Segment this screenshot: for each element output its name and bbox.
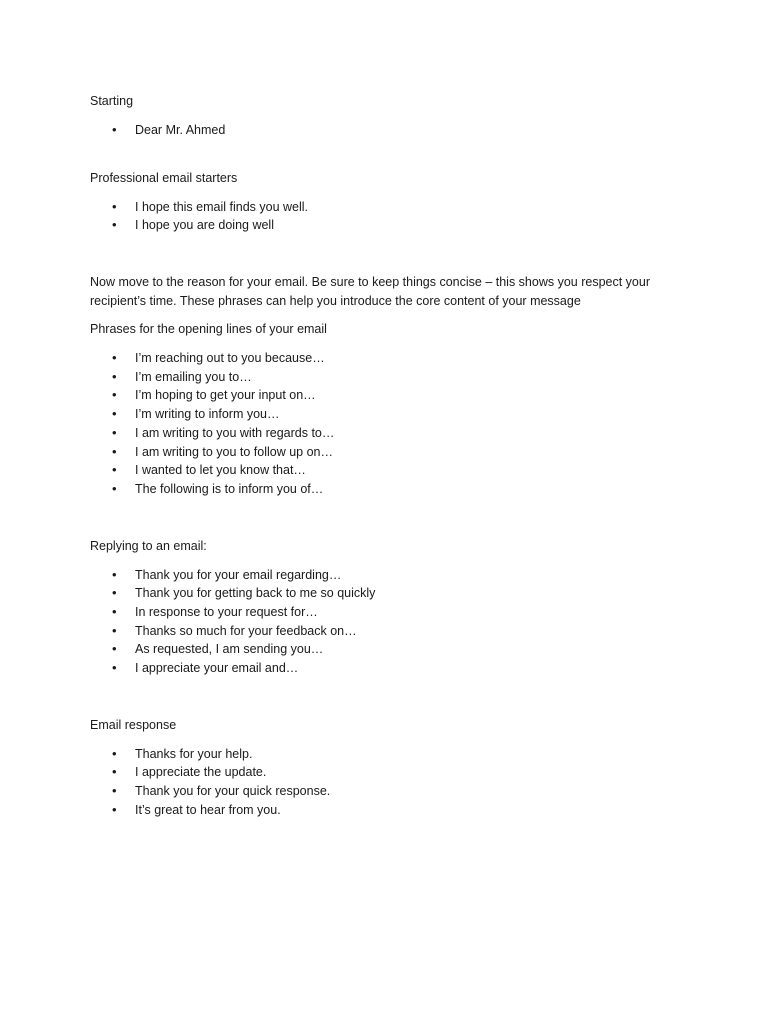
bullet-list bbox=[90, 566, 690, 678]
list-item: • In response to your request for… bbox=[90, 603, 690, 622]
section-heading: Replying to an email: bbox=[90, 538, 207, 553]
bullet-icon: • bbox=[112, 387, 117, 403]
section-heading: Email response bbox=[90, 717, 177, 732]
bullet-icon: • bbox=[112, 217, 117, 233]
bullet-list bbox=[90, 349, 690, 499]
list-item: • I’m hoping to get your input on… bbox=[90, 386, 690, 405]
list-item: • I wanted to let you know that… bbox=[90, 461, 690, 480]
list-item: • I hope this email finds you well. bbox=[90, 198, 690, 217]
section-heading: Phrases for the opening lines of your email bbox=[90, 322, 327, 337]
bullet-icon: • bbox=[112, 764, 117, 780]
section-body-paragraph bbox=[90, 273, 690, 311]
bullet-list bbox=[90, 121, 690, 140]
list-item: • Dear Mr. Ahmed bbox=[90, 121, 690, 140]
bullet-icon: • bbox=[112, 783, 117, 799]
section-heading: Professional email starters bbox=[90, 170, 238, 185]
bullet-list bbox=[90, 198, 690, 235]
list-item: • The following is to inform you of… bbox=[90, 480, 690, 499]
bullet-icon: • bbox=[112, 801, 117, 817]
list-item: • I appreciate the update. bbox=[90, 763, 690, 782]
list-item: • Thank you for your quick response. bbox=[90, 782, 690, 801]
section-email-response bbox=[90, 716, 690, 820]
bullet-icon: • bbox=[112, 641, 117, 657]
document-page bbox=[90, 92, 690, 819]
bullet-icon: • bbox=[112, 660, 117, 675]
bullet-icon: • bbox=[112, 198, 117, 214]
bullet-icon: • bbox=[112, 424, 117, 440]
section-starting bbox=[90, 92, 690, 140]
bullet-icon: • bbox=[112, 603, 117, 619]
list-item: • I’m reaching out to you because… bbox=[90, 349, 690, 368]
list-item: • Thanks for your help. bbox=[90, 745, 690, 764]
section-replying bbox=[90, 537, 690, 678]
bullet-icon: • bbox=[112, 585, 117, 601]
section-opening-phrases bbox=[90, 320, 690, 499]
list-item: • I am writing to you to follow up on… bbox=[90, 443, 690, 462]
bullet-icon: • bbox=[112, 406, 117, 422]
list-item: • Thanks so much for your feedback on… bbox=[90, 622, 690, 641]
bullet-icon: • bbox=[112, 350, 117, 366]
bullet-icon: • bbox=[112, 368, 117, 384]
section-professional-starters bbox=[90, 169, 690, 235]
bullet-icon: • bbox=[112, 745, 117, 761]
list-item: • I am writing to you with regards to… bbox=[90, 424, 690, 443]
body-paragraph: Now move to the reason for your email. Be sure to keep things concise – this shows you respect your recipient’s time. These phrases can help you introduce the core content of your message bbox=[90, 275, 650, 309]
list-item: • It’s great to hear from you. bbox=[90, 801, 690, 820]
list-item: • I appreciate your email and… bbox=[90, 659, 690, 678]
bullet-list bbox=[90, 745, 690, 820]
bullet-icon: • bbox=[112, 566, 117, 582]
list-item: • I’m emailing you to… bbox=[90, 368, 690, 387]
list-item: • I hope you are doing well bbox=[90, 216, 690, 235]
list-item: • As requested, I am sending you… bbox=[90, 640, 690, 659]
list-item: • Thank you for getting back to me so quickly bbox=[90, 584, 690, 603]
bullet-icon: • bbox=[112, 622, 117, 638]
section-heading: Starting bbox=[90, 94, 134, 108]
bullet-icon: • bbox=[112, 462, 117, 478]
bullet-icon: • bbox=[112, 122, 117, 137]
bullet-icon: • bbox=[112, 443, 117, 459]
list-item: • Thank you for your email regarding… bbox=[90, 566, 690, 585]
bullet-icon: • bbox=[112, 480, 117, 496]
list-item: • I’m writing to inform you… bbox=[90, 405, 690, 424]
